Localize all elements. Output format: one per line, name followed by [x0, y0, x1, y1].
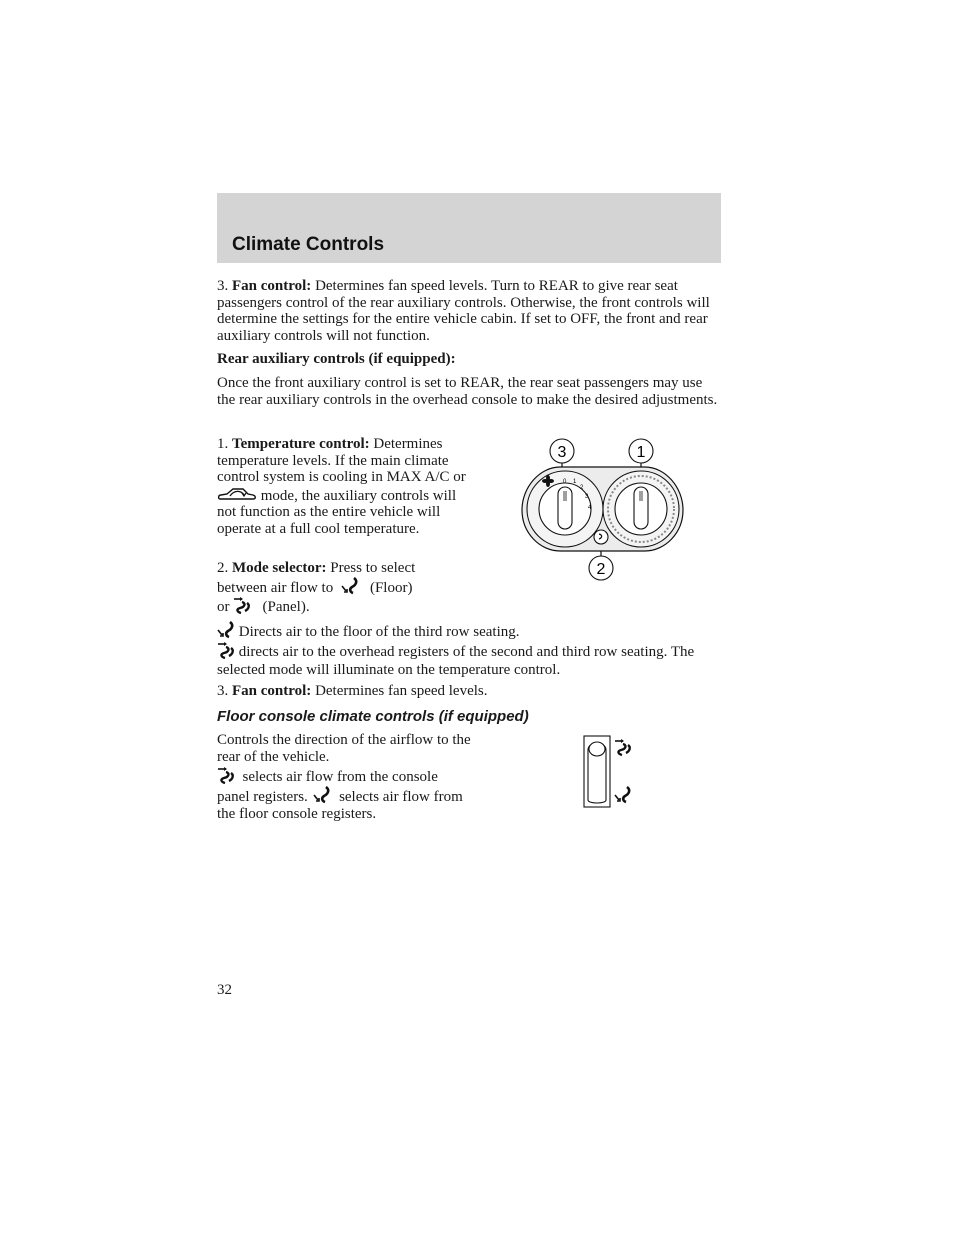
- floor-airflow-icon: [341, 577, 359, 595]
- mode-text: Press to select between air flow to: [217, 560, 416, 596]
- floor-console-heading: Floor console climate controls (if equipped): [217, 708, 529, 725]
- temp-dial-knob: [634, 487, 648, 529]
- floor-console-text-3: selects air flow from the floor console registers.: [217, 789, 463, 822]
- panel-airflow-icon: [217, 766, 235, 784]
- temp-text-2: mode, the auxiliary controls will not function as the entire vehicle will operate at a full cool temperature.: [217, 487, 457, 537]
- panel-description-paragraph: [217, 641, 721, 679]
- floor-console-diagram: [580, 732, 640, 812]
- console-panel-icon: [615, 739, 630, 755]
- panel-airflow-icon: [233, 596, 251, 614]
- rear-fan-label: Fan control:: [232, 683, 312, 699]
- rear-fan-text: Determines fan speed levels.: [315, 683, 488, 699]
- mode-panel-label: (Panel).: [262, 599, 310, 615]
- floor-airflow-icon: [217, 621, 235, 639]
- floor-console-heading-para: [217, 709, 721, 726]
- fan-dial-knob: [558, 487, 572, 529]
- rear-fan-control-paragraph: [217, 683, 721, 700]
- panel-description: directs air to the overhead registers of the second and third row seating. The selected mode will illuminate on the temperature control.: [217, 644, 695, 678]
- rear-aux-control-diagram: [515, 435, 690, 585]
- fan-mark-0: 0: [563, 479, 567, 485]
- mode-label: Mode selector:: [232, 560, 327, 576]
- fan-mark-1: 1: [573, 479, 577, 485]
- page-number: 32: [217, 982, 232, 998]
- fan-control-front-text: Determines fan speed levels. Turn to REAR to give rear seat passengers control of the rear auxiliary controls. Otherwise, the front controls will determine the settings for the entire vehicle cabin. If set to OFF, the front and rear auxiliary controls will not function.: [217, 278, 710, 344]
- temp-label: Temperature control:: [232, 436, 370, 452]
- floor-description-paragraph: [217, 621, 721, 641]
- panel-airflow-icon: [217, 641, 235, 659]
- fan-control-front-paragraph: [217, 278, 721, 344]
- console-switch-pad: [589, 742, 605, 756]
- rear-aux-intro: Once the front auxiliary control is set to REAR, the rear seat passengers may use the rear auxiliary controls in the overhead console to make the desired adjustments.: [217, 375, 718, 408]
- floor-airflow-icon: [312, 786, 332, 804]
- callout-3-label: 3: [557, 444, 567, 461]
- fan-control-front-label: Fan control:: [232, 278, 312, 294]
- temp-number: 1.: [217, 436, 229, 452]
- recirculation-car-icon: [217, 486, 257, 503]
- mode-floor-label: (Floor): [369, 579, 413, 596]
- rear-aux-heading-para: [217, 351, 721, 368]
- rear-fan-number: 3.: [217, 683, 229, 699]
- floor-console-text-1: Controls the direction of the airflow to the rear of the vehicle.: [217, 732, 471, 765]
- temp-text-1: Determines temperature levels. If the main climate control system is cooling in MAX A/C or: [217, 436, 466, 485]
- floor-console-paragraph: [217, 732, 472, 823]
- mode-or: or: [217, 599, 230, 615]
- section-header-band: [217, 193, 721, 263]
- fan-control-front-number: 3.: [217, 278, 229, 294]
- callout-1-label: 1: [636, 444, 646, 461]
- mode-selector-paragraph: [217, 560, 462, 616]
- fan-mark-3: 3: [585, 494, 589, 500]
- mode-number: 2.: [217, 560, 229, 576]
- floor-console-text-2: selects air flow from the console panel registers.: [217, 769, 438, 805]
- floor-description: Directs air to the floor of the third row seating.: [238, 624, 520, 640]
- section-title: Climate Controls: [232, 234, 385, 255]
- rear-aux-heading: Rear auxiliary controls (if equipped):: [217, 351, 456, 367]
- callout-2-label: 2: [596, 561, 606, 578]
- console-floor-icon: [615, 787, 629, 802]
- fan-mark-2: 2: [580, 485, 584, 491]
- fan-mark-4: 4: [588, 505, 592, 511]
- temperature-control-paragraph: [217, 436, 469, 537]
